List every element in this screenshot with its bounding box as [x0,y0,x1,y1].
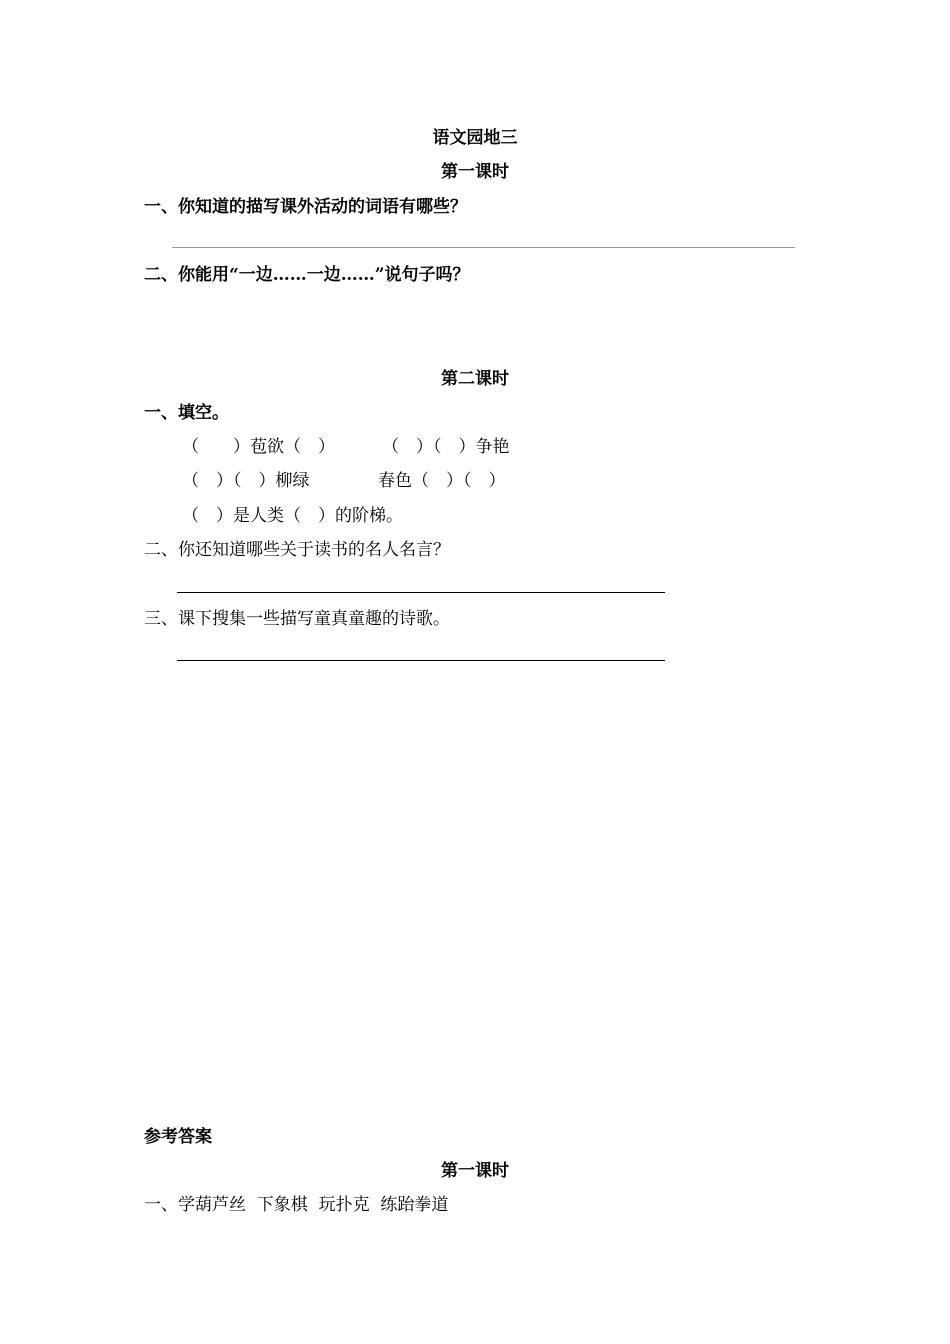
answer-line [177,660,665,661]
answers-line-1: 一、学葫芦丝 下象棋 玩扑克 练跆拳道 [144,1195,449,1215]
lesson2-heading: 第二课时 [441,369,509,389]
fill-blank-row-2b: 春色（ ）（ ） [378,471,506,491]
answers-lesson1-heading: 第一课时 [441,1161,509,1181]
lesson1-heading: 第一课时 [441,162,509,182]
fill-blank-row-3: （ ）是人类（ ）的阶梯。 [182,506,403,526]
fill-blank-row-1a: （ ）苞欲（ ） [182,437,335,457]
answer-line [172,247,795,248]
lesson2-question-1: 一、填空。 [144,403,229,423]
answers-heading: 参考答案 [144,1127,212,1147]
lesson2-question-3: 三、课下搜集一些描写童真童趣的诗歌。 [144,609,450,629]
answer-line [177,592,665,593]
lesson1-question-1: 一、你知道的描写课外活动的词语有哪些？ [144,197,467,217]
lesson2-question-2: 二、你还知道哪些关于读书的名人名言？ [144,540,450,560]
lesson1-question-2: 二、你能用“一边……一边……”说句子吗？ [144,265,470,285]
page-title: 语文园地三 [432,128,518,148]
fill-blank-row-1b: （ ）（ ）争艳 [382,437,510,457]
fill-blank-row-2a: （ ）（ ）柳绿 [182,471,310,491]
